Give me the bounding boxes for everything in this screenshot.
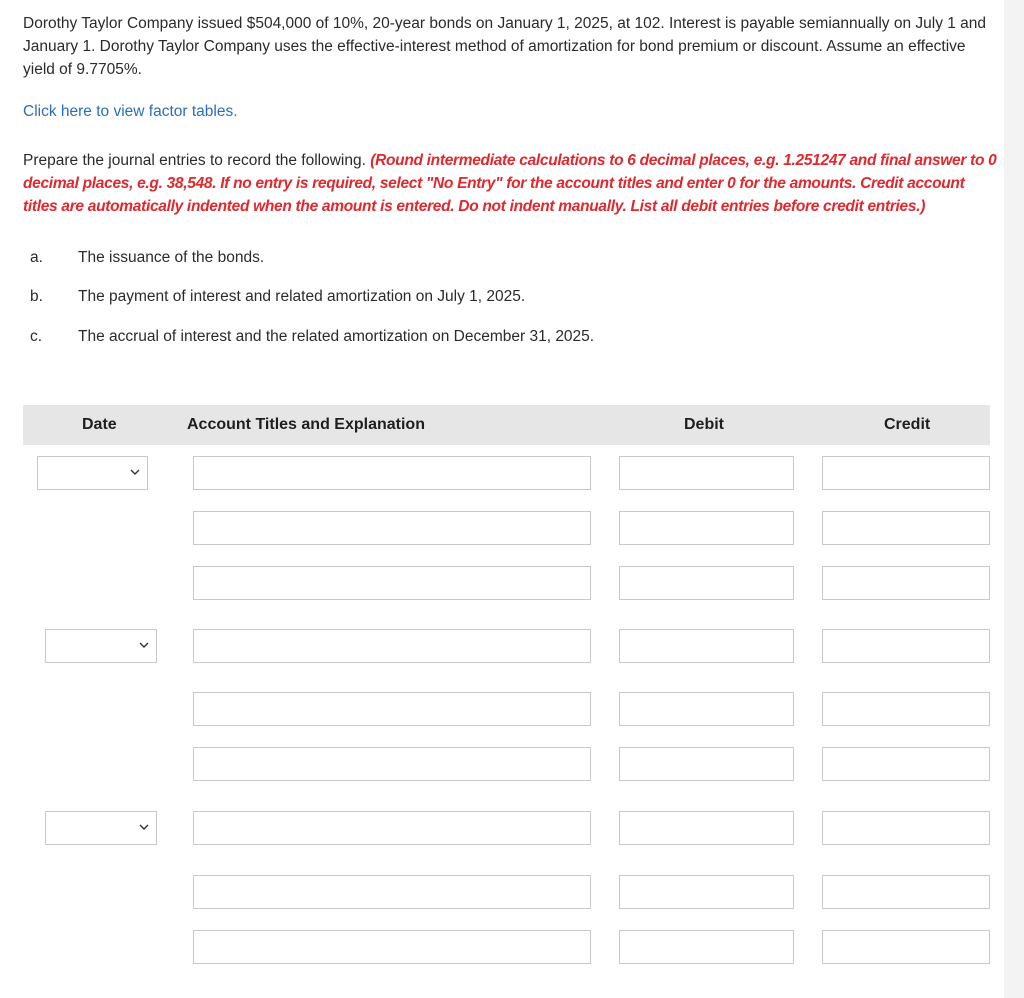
date-select-b[interactable] <box>45 629 157 663</box>
account-title-input[interactable] <box>193 930 591 964</box>
debit-input[interactable] <box>619 511 794 545</box>
date-select-a[interactable] <box>37 456 148 490</box>
journal-table-header <box>23 405 990 445</box>
credit-input[interactable] <box>822 692 990 726</box>
credit-input[interactable] <box>822 875 990 909</box>
account-title-input[interactable] <box>193 456 591 490</box>
header-debit: Debit <box>684 416 724 433</box>
part-text: The issuance of the bonds. <box>78 249 265 266</box>
credit-input[interactable] <box>822 566 990 600</box>
part-letter: b. <box>30 288 43 305</box>
header-account-titles: Account Titles and Explanation <box>187 416 425 433</box>
instructions-lead: Prepare the journal entries to record the following. <box>23 152 371 169</box>
header-date: Date <box>82 416 117 433</box>
debit-input[interactable] <box>619 747 794 781</box>
chevron-down-icon <box>138 639 150 651</box>
credit-input[interactable] <box>822 811 990 845</box>
debit-input[interactable] <box>619 692 794 726</box>
factor-tables-link[interactable]: Click here to view factor tables. <box>23 103 238 120</box>
problem-statement: Dorothy Taylor Company issued $504,000 of 10%, 20-year bonds on January 1, 2025, at 102. Interest is payable semiannually on July 1 and January 1. Dorothy Taylor Company uses the effective-interest method of amortization for bond premium or discount. Assume an effective yield of 9.7705%. <box>23 15 987 78</box>
account-title-input[interactable] <box>193 511 591 545</box>
chevron-down-icon <box>138 821 150 833</box>
date-select-c[interactable] <box>45 811 157 845</box>
credit-input[interactable] <box>822 456 990 490</box>
part-text: The accrual of interest and the related amortization on December 31, 2025. <box>78 328 595 345</box>
instructions <box>23 149 998 218</box>
account-title-input[interactable] <box>193 629 591 663</box>
chevron-down-icon <box>129 466 141 478</box>
credit-input[interactable] <box>822 747 990 781</box>
debit-input[interactable] <box>619 629 794 663</box>
account-title-input[interactable] <box>193 747 591 781</box>
account-title-input[interactable] <box>193 692 591 726</box>
instructions-rounding-note: (Round intermediate calculations to 6 decimal places, e.g. 1.251247 and final answer to 0 decimal places, e.g. 38,548. If no entry is required, select "No Entry" for the account titles and enter 0 for the amounts. Credit account titles are automatically indented when the amount is entered. Do not indent manually. List all debit entries before credit entries.) <box>23 152 997 215</box>
credit-input[interactable] <box>822 511 990 545</box>
part-text: The payment of interest and related amortization on July 1, 2025. <box>78 288 526 305</box>
credit-input[interactable] <box>822 930 990 964</box>
debit-input[interactable] <box>619 875 794 909</box>
account-title-input[interactable] <box>193 566 591 600</box>
debit-input[interactable] <box>619 811 794 845</box>
debit-input[interactable] <box>619 456 794 490</box>
account-title-input[interactable] <box>193 875 591 909</box>
part-letter: a. <box>30 249 43 266</box>
debit-input[interactable] <box>619 566 794 600</box>
part-letter: c. <box>30 328 43 345</box>
debit-input[interactable] <box>619 930 794 964</box>
credit-input[interactable] <box>822 629 990 663</box>
header-credit: Credit <box>884 416 931 433</box>
account-title-input[interactable] <box>193 811 591 845</box>
